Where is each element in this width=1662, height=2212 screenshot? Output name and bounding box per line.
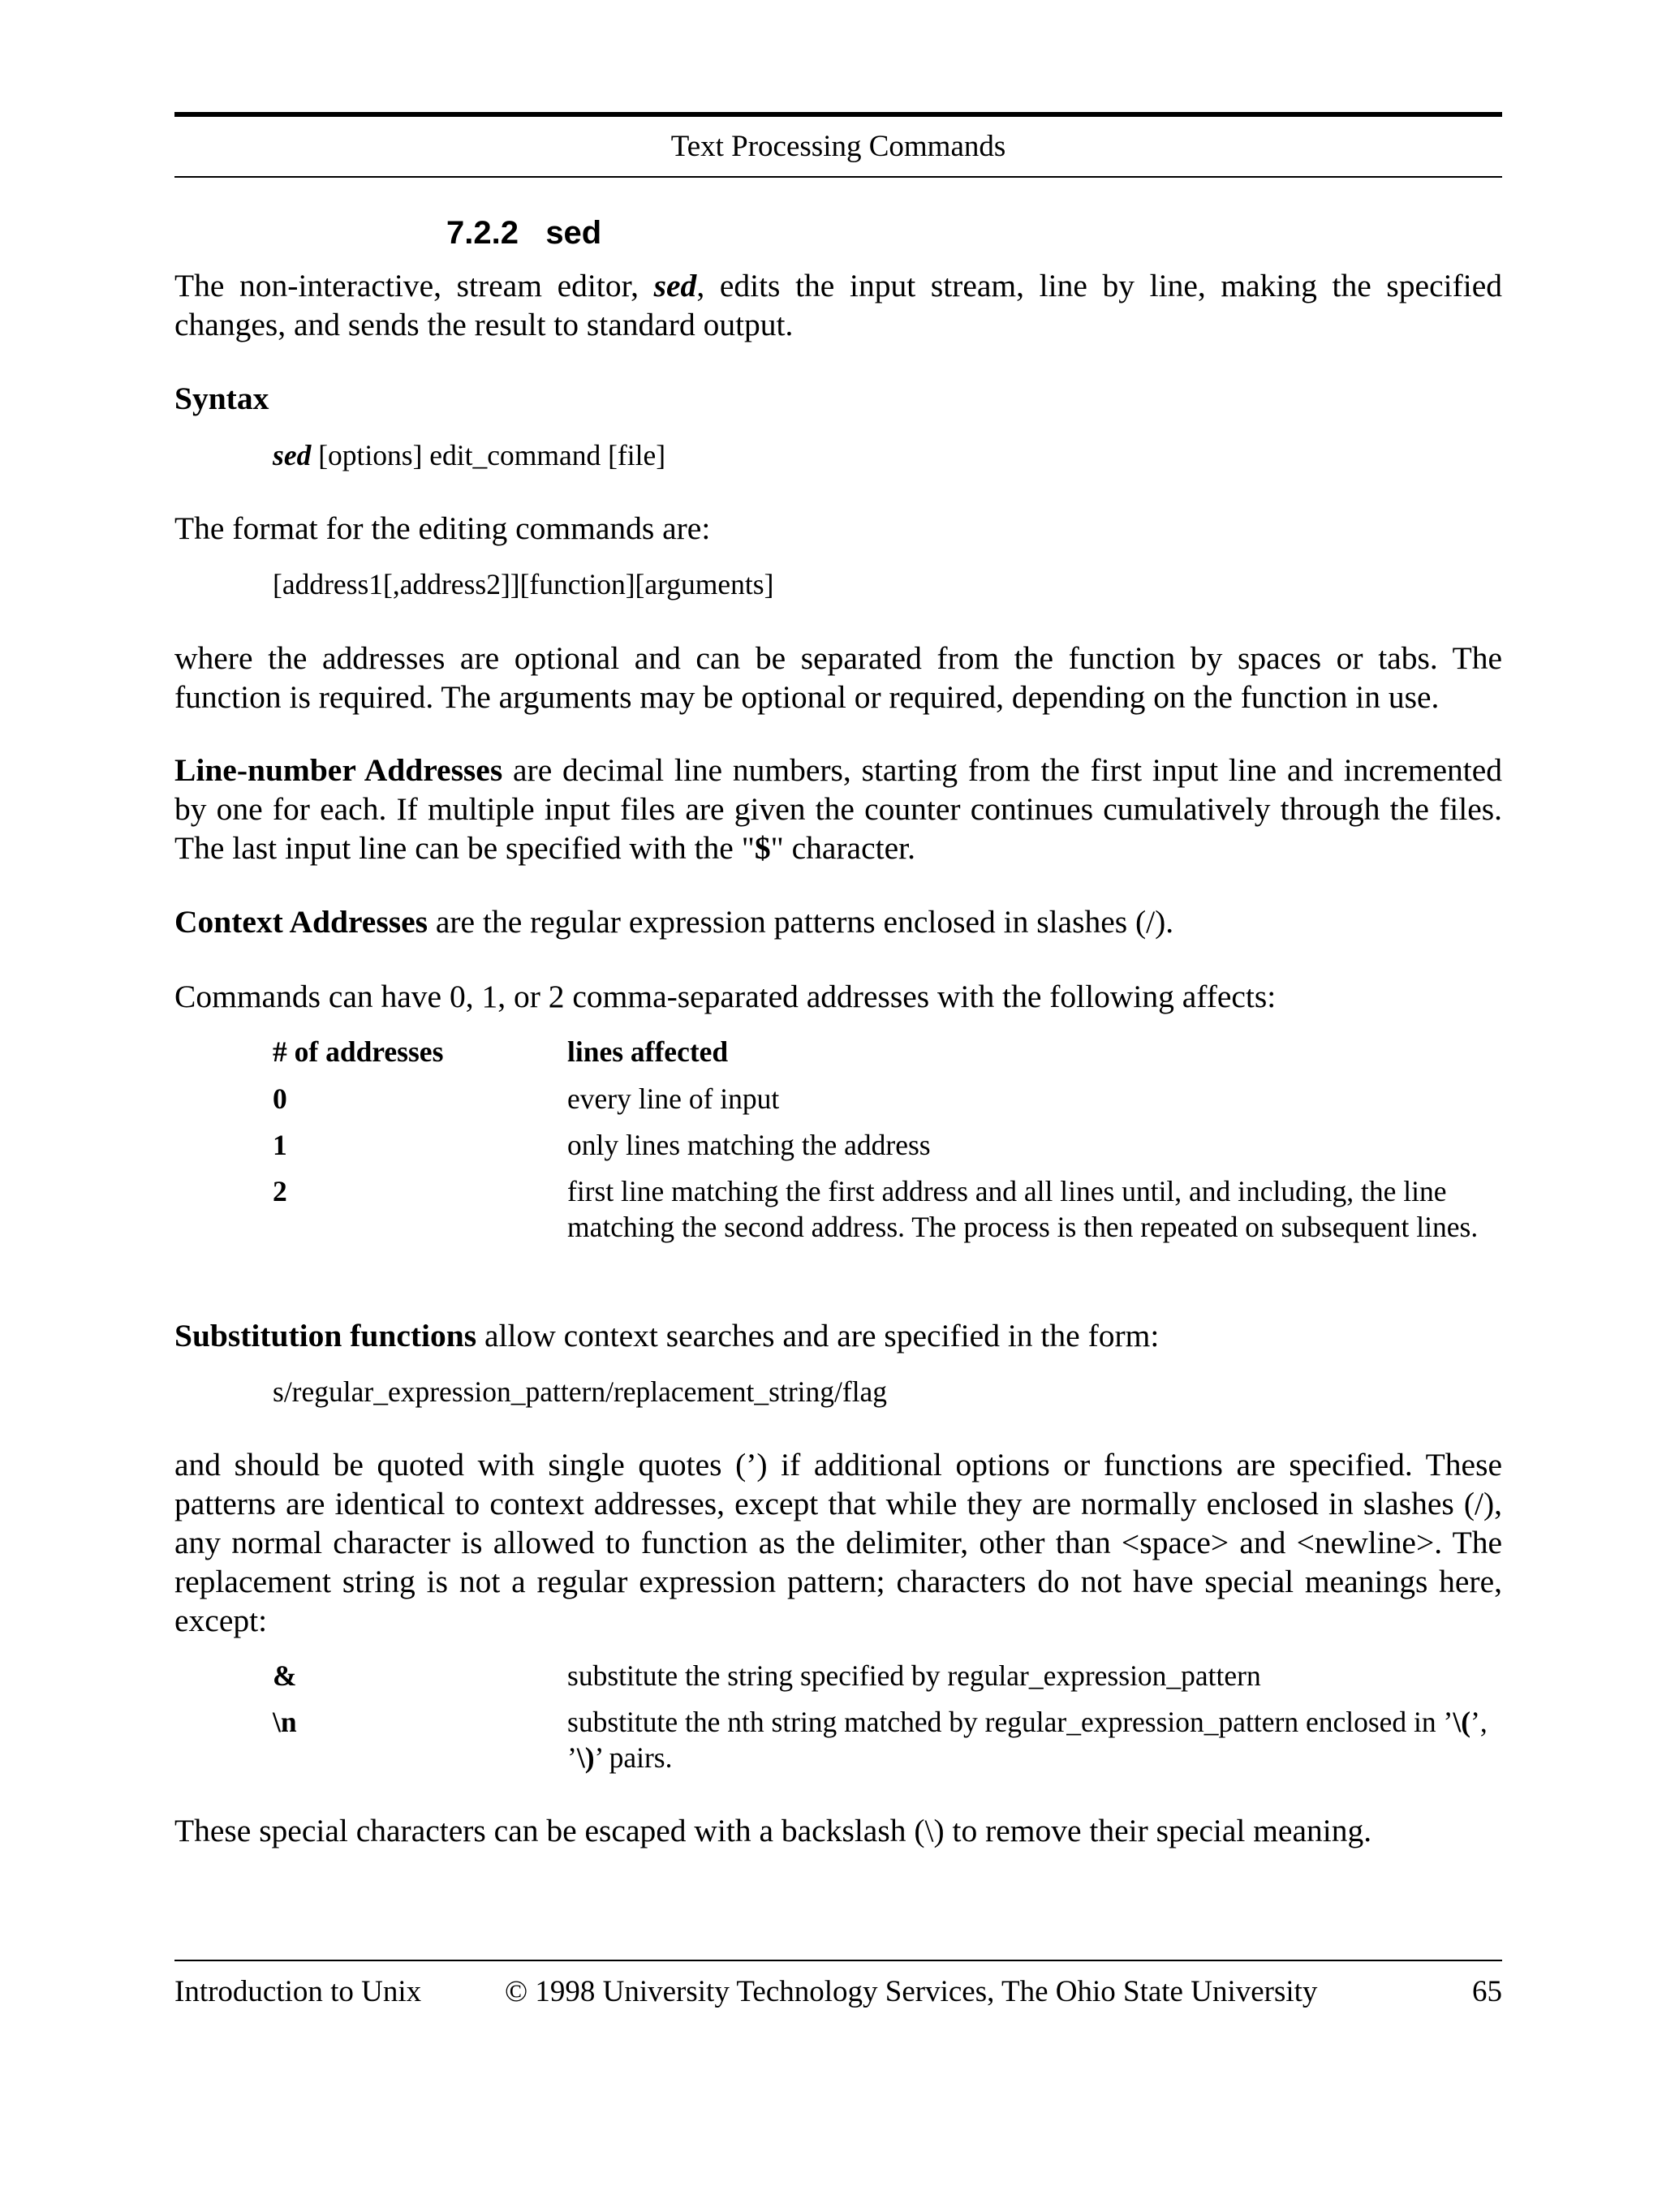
substitution-example: s/regular_expression_pattern/replacement_string/flag [273,1375,888,1408]
section-title-text: sed [545,215,602,251]
substitution-term: Substitution functions [174,1318,477,1353]
address-desc: first line matching the first address and all lines until, and including, the line matching the second address. The process is then repeated on subsequent lines. [567,1175,1479,1243]
substitution-paragraph: Substitution functions allow context searches and are specified in the form: [174,1318,1160,1353]
special-char: & [273,1659,297,1692]
dollar-char: $ [754,830,771,866]
col-header-addresses: # of addresses [273,1035,444,1068]
syntax-command: sed [273,439,312,471]
where-paragraph: where the addresses are optional and can be separated from the function by spaces or tabs. The function is required. The arguments may be optional or required, depending on the function in use. [174,640,1502,715]
special-desc: substitute the string specified by regular_expression_pattern [567,1659,1261,1692]
quoting-paragraph: and should be quoted with single quotes (’) if additional options or functions are specified. These patterns are identical to context addresses, except that while they are normally enclosed in slashes (/), any normal character is allowed to function as the delimiter, other than <space> and <newline>. The replacement string is not a regular expression pattern; characters do not have special meanings here, except: [174,1447,1502,1638]
context-term: Context Addresses [174,904,428,940]
special-desc: substitute the nth string matched by regular_expression_pattern enclosed in ’\(’, ’\)’ pairs. [567,1706,1488,1774]
address-count: 1 [273,1129,287,1161]
footer-left: Introduction to Unix [174,1975,422,2008]
section-heading [446,210,601,256]
address-count: 2 [273,1175,287,1207]
address-desc: every line of input [567,1082,780,1115]
col-header-lines: lines affected [567,1035,729,1068]
commands-paragraph: Commands can have 0, 1, or 2 comma-separated addresses with the following affects: [174,979,1277,1014]
line-number-paragraph: Line-number Addresses are decimal line numbers, starting from the first input line and incremented by one for each. If multiple input files are given the counter continues cumulatively through the files. The last input line can be specified with the "$" character. [174,752,1502,866]
format-paragraph: The format for the editing commands are: [174,510,711,546]
address-desc: only lines matching the address [567,1129,931,1161]
intro-paragraph: The non-interactive, stream editor, sed, edits the input stream, line by line, making the specified changes, and sends the result to standard output. [174,268,1502,342]
footer-rule [174,1960,1502,1961]
syntax-line [273,437,665,474]
header-rule-thin [174,176,1502,178]
special-char: \n [273,1706,297,1738]
syntax-args: [options] edit_command [file] [311,439,666,471]
section-number: 7.2.2 [446,215,519,251]
line-number-term: Line-number Addresses [174,752,503,788]
format-example: [address1[,address2]][function][arguments] [273,568,774,600]
escape-paragraph: These special characters can be escaped with a backslash (\) to remove their special meaning. [174,1813,1372,1848]
footer-copyright: © 1998 University Technology Services, The Ohio State University [505,1975,1318,2008]
page-number: 65 [1472,1975,1502,2008]
syntax-heading: Syntax [174,381,269,416]
context-paragraph: Context Addresses are the regular expression patterns enclosed in slashes (/). [174,904,1174,940]
address-count: 0 [273,1082,287,1115]
sed-command-name: sed [653,268,697,303]
header-rule-thick [174,112,1502,117]
running-header: Text Processing Commands [670,130,1006,163]
